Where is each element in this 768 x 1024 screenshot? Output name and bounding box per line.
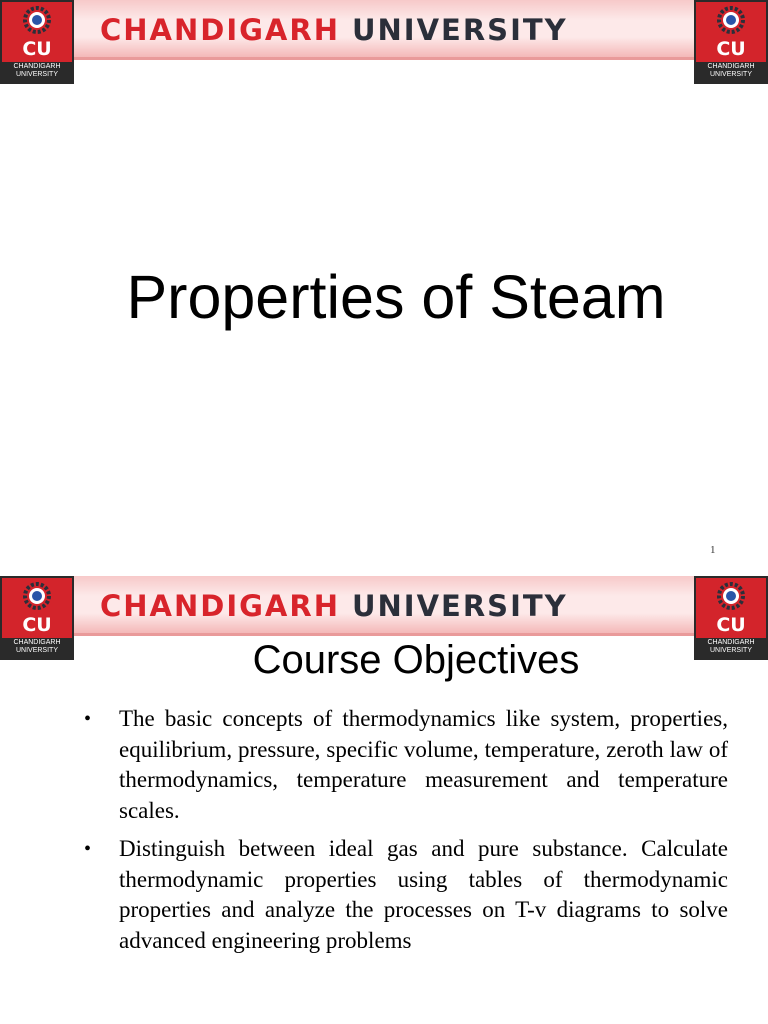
gear-emblem-icon xyxy=(21,580,53,612)
banner-word-university: UNIVERSITY xyxy=(351,13,568,47)
objective-text: Distinguish between ideal gas and pure substance. Calculate thermodynamic properties using tables of thermodynamic properties and analyze the processes on T-v diagrams to solve advanced engineering problems xyxy=(119,836,728,953)
gear-emblem-icon xyxy=(715,4,747,36)
header-banner xyxy=(74,576,694,636)
header-banner xyxy=(74,0,694,60)
university-logo xyxy=(694,0,768,84)
logo-caption: CHANDIGARH UNIVERSITY xyxy=(13,63,61,78)
logo-caption: CHANDIGARH UNIVERSITY xyxy=(707,639,755,654)
logo-caption: CHANDIGARH UNIVERSITY xyxy=(707,63,755,78)
university-logo xyxy=(0,0,74,84)
banner-word-university: UNIVERSITY xyxy=(351,589,568,623)
gear-emblem-icon xyxy=(715,580,747,612)
gear-emblem-icon xyxy=(21,4,53,36)
objective-text: The basic concepts of thermodynamics like system, properties, equilibrium, pressure, specific volume, temperature, zeroth law of thermodynamics, temperature measurement and temperature scales. xyxy=(119,706,728,823)
bullet-icon: • xyxy=(84,708,92,730)
section-title: Course Objectives xyxy=(252,638,580,682)
logo-cu-text: CU xyxy=(716,38,746,60)
slide-page-number: 1 xyxy=(710,544,716,556)
slide-2 xyxy=(0,576,768,1024)
slide-title: Properties of Steam xyxy=(126,263,666,331)
objective-item xyxy=(84,834,728,956)
objectives-list xyxy=(84,704,728,964)
logo-cu-text: CU xyxy=(716,614,746,636)
university-header xyxy=(0,0,768,84)
banner-word-chandigarh: CHANDIGARH xyxy=(100,589,340,623)
logo-cu-text: CU xyxy=(22,38,52,60)
bullet-icon: • xyxy=(84,838,92,860)
logo-caption: CHANDIGARH UNIVERSITY xyxy=(13,639,61,654)
logo-cu-text: CU xyxy=(22,614,52,636)
objective-item xyxy=(84,704,728,826)
banner-word-chandigarh: CHANDIGARH xyxy=(100,13,340,47)
